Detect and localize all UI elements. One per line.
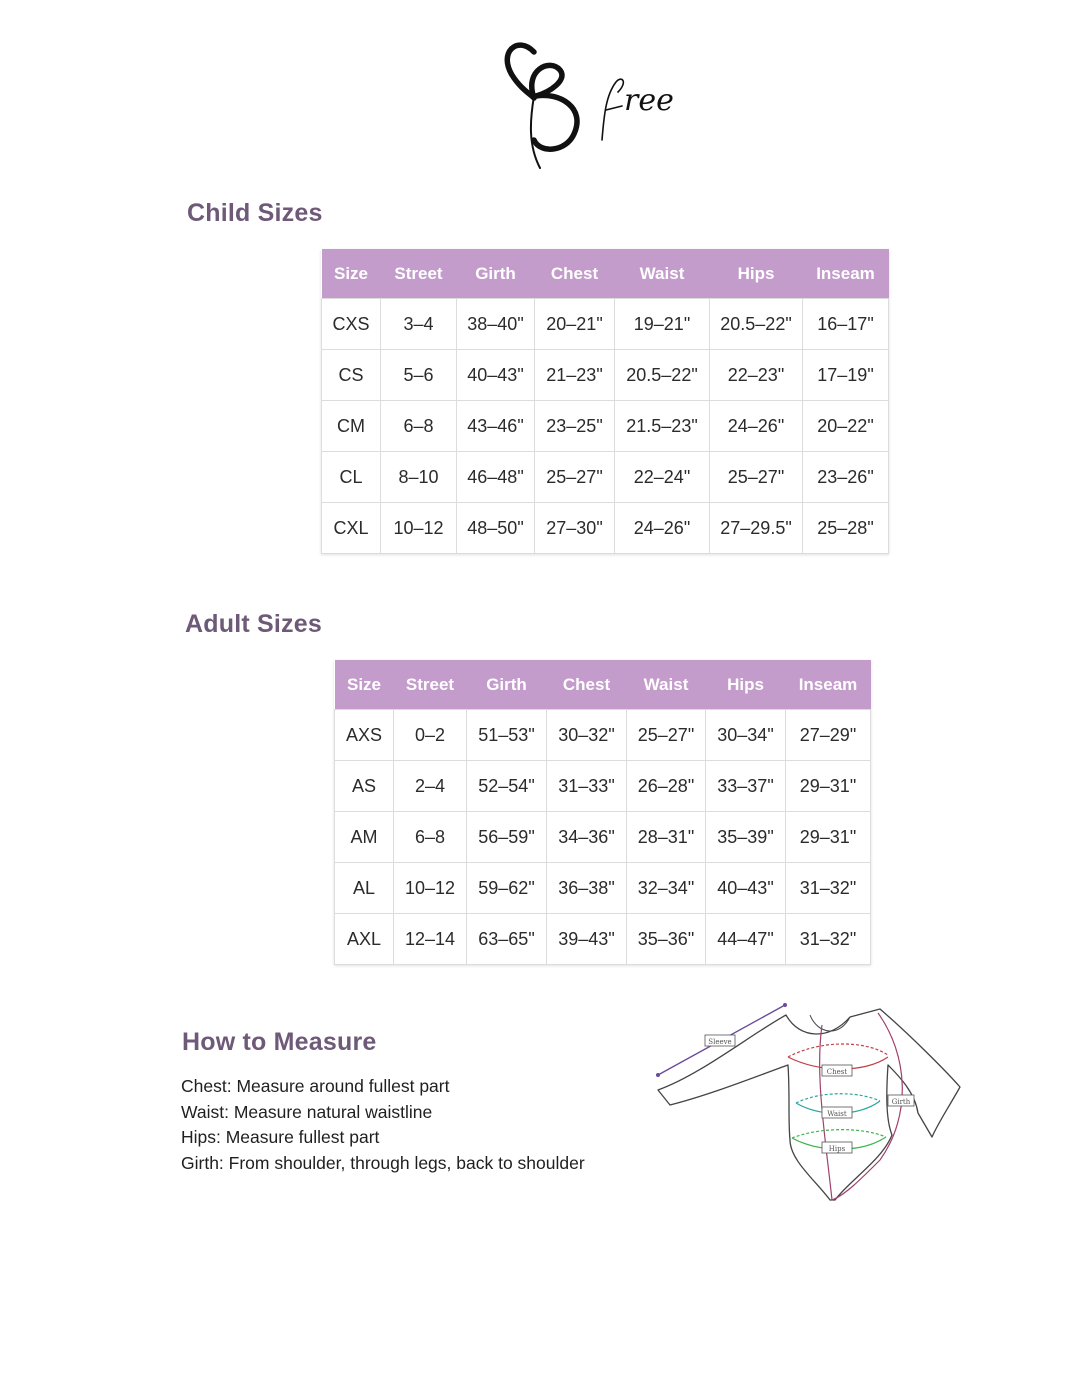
table-cell: 16–17": [803, 299, 889, 350]
table-cell: 5–6: [381, 350, 457, 401]
table-cell: 28–31": [627, 812, 706, 863]
table-cell: 20–21": [535, 299, 615, 350]
table-cell: 25–27": [710, 452, 803, 503]
column-header: Hips: [710, 249, 803, 299]
adult-size-table: [334, 660, 871, 965]
table-cell: 24–26": [615, 503, 710, 554]
table-cell: 27–29.5": [710, 503, 803, 554]
size-cell: AL: [335, 863, 394, 914]
column-header: Waist: [627, 660, 706, 710]
table-row: [322, 401, 889, 452]
label-sleeve: Sleeve: [708, 1038, 732, 1046]
table-cell: 40–43": [706, 863, 786, 914]
table-cell: 34–36": [547, 812, 627, 863]
column-header: Chest: [535, 249, 615, 299]
table-row: [322, 503, 889, 554]
table-cell: 6–8: [394, 812, 467, 863]
size-cell: AXS: [335, 710, 394, 761]
label-chest: Chest: [826, 1068, 848, 1076]
how-to-measure-title: How to Measure: [182, 1028, 377, 1056]
table-cell: 56–59": [467, 812, 547, 863]
label-girth: Girth: [891, 1098, 911, 1106]
table-cell: 63–65": [467, 914, 547, 965]
column-header: Street: [394, 660, 467, 710]
column-header: Girth: [457, 249, 535, 299]
table-cell: 35–39": [706, 812, 786, 863]
table-cell: 30–32": [547, 710, 627, 761]
table-cell: 22–23": [710, 350, 803, 401]
table-cell: 23–26": [803, 452, 889, 503]
table-cell: 20–22": [803, 401, 889, 452]
table-cell: 6–8: [381, 401, 457, 452]
note-waist: Waist: Measure natural waistline: [181, 1101, 433, 1122]
leotard-outline: [658, 1009, 960, 1200]
table-cell: 31–33": [547, 761, 627, 812]
column-header: Girth: [467, 660, 547, 710]
size-cell: CXL: [322, 503, 381, 554]
table-cell: 43–46": [457, 401, 535, 452]
table-cell: 31–32": [786, 914, 871, 965]
table-cell: 3–4: [381, 299, 457, 350]
table-cell: 19–21": [615, 299, 710, 350]
column-header: Size: [322, 249, 381, 299]
table-cell: 21.5–23": [615, 401, 710, 452]
table-cell: 12–14: [394, 914, 467, 965]
table-cell: 30–34": [706, 710, 786, 761]
table-cell: 51–53": [467, 710, 547, 761]
table-row: [335, 812, 871, 863]
table-cell: 24–26": [710, 401, 803, 452]
table-cell: 23–25": [535, 401, 615, 452]
table-row: [335, 914, 871, 965]
size-cell: AS: [335, 761, 394, 812]
table-cell: 25–27": [627, 710, 706, 761]
column-header: Waist: [615, 249, 710, 299]
table-row: [322, 350, 889, 401]
note-hips: Hips: Measure fullest part: [181, 1127, 380, 1147]
table-cell: 10–12: [381, 503, 457, 554]
size-cell: CS: [322, 350, 381, 401]
column-header: Hips: [706, 660, 786, 710]
table-cell: 36–38": [547, 863, 627, 914]
table-cell: 20.5–22": [710, 299, 803, 350]
size-cell: CL: [322, 452, 381, 503]
size-cell: CXS: [322, 299, 381, 350]
table-row: [322, 299, 889, 350]
table-cell: 31–32": [786, 863, 871, 914]
table-cell: 17–19": [803, 350, 889, 401]
child-sizes-title: Child Sizes: [187, 199, 323, 227]
column-header: Inseam: [786, 660, 871, 710]
table-cell: 59–62": [467, 863, 547, 914]
table-cell: 20.5–22": [615, 350, 710, 401]
table-cell: 27–29": [786, 710, 871, 761]
note-chest: Chest: Measure around fullest part: [181, 1076, 450, 1096]
table-cell: 29–31": [786, 812, 871, 863]
table-cell: 25–28": [803, 503, 889, 554]
table-cell: 35–36": [627, 914, 706, 965]
table-row: [322, 452, 889, 503]
table-cell: 8–10: [381, 452, 457, 503]
label-hips: Hips: [828, 1145, 846, 1153]
table-cell: 39–43": [547, 914, 627, 965]
table-cell: 26–28": [627, 761, 706, 812]
label-waist: Waist: [827, 1110, 847, 1118]
column-header: Chest: [547, 660, 627, 710]
table-cell: 10–12: [394, 863, 467, 914]
svg-text:ree: ree: [624, 83, 674, 118]
table-cell: 27–30": [535, 503, 615, 554]
table-cell: 33–37": [706, 761, 786, 812]
table-cell: 22–24": [615, 452, 710, 503]
table-cell: 44–47": [706, 914, 786, 965]
table-cell: 2–4: [394, 761, 467, 812]
measurement-diagram: [650, 995, 970, 1210]
column-header: Inseam: [803, 249, 889, 299]
bfree-logo: [490, 30, 690, 180]
table-row: [335, 863, 871, 914]
size-cell: AM: [335, 812, 394, 863]
table-cell: 25–27": [535, 452, 615, 503]
size-cell: AXL: [335, 914, 394, 965]
table-cell: 40–43": [457, 350, 535, 401]
note-girth: Girth: From shoulder, through legs, back to shoulder: [181, 1152, 585, 1173]
table-cell: 0–2: [394, 710, 467, 761]
size-cell: CM: [322, 401, 381, 452]
table-cell: 48–50": [457, 503, 535, 554]
table-row: [335, 761, 871, 812]
table-header-row: [322, 249, 889, 299]
measure-notes: [181, 1074, 585, 1176]
adult-sizes-title: Adult Sizes: [185, 610, 322, 638]
table-cell: 38–40": [457, 299, 535, 350]
table-cell: 32–34": [627, 863, 706, 914]
column-header: Size: [335, 660, 394, 710]
table-cell: 46–48": [457, 452, 535, 503]
table-cell: 21–23": [535, 350, 615, 401]
table-row: [335, 710, 871, 761]
table-cell: 29–31": [786, 761, 871, 812]
child-size-table: [321, 249, 889, 554]
column-header: Street: [381, 249, 457, 299]
table-cell: 52–54": [467, 761, 547, 812]
table-header-row: [335, 660, 871, 710]
